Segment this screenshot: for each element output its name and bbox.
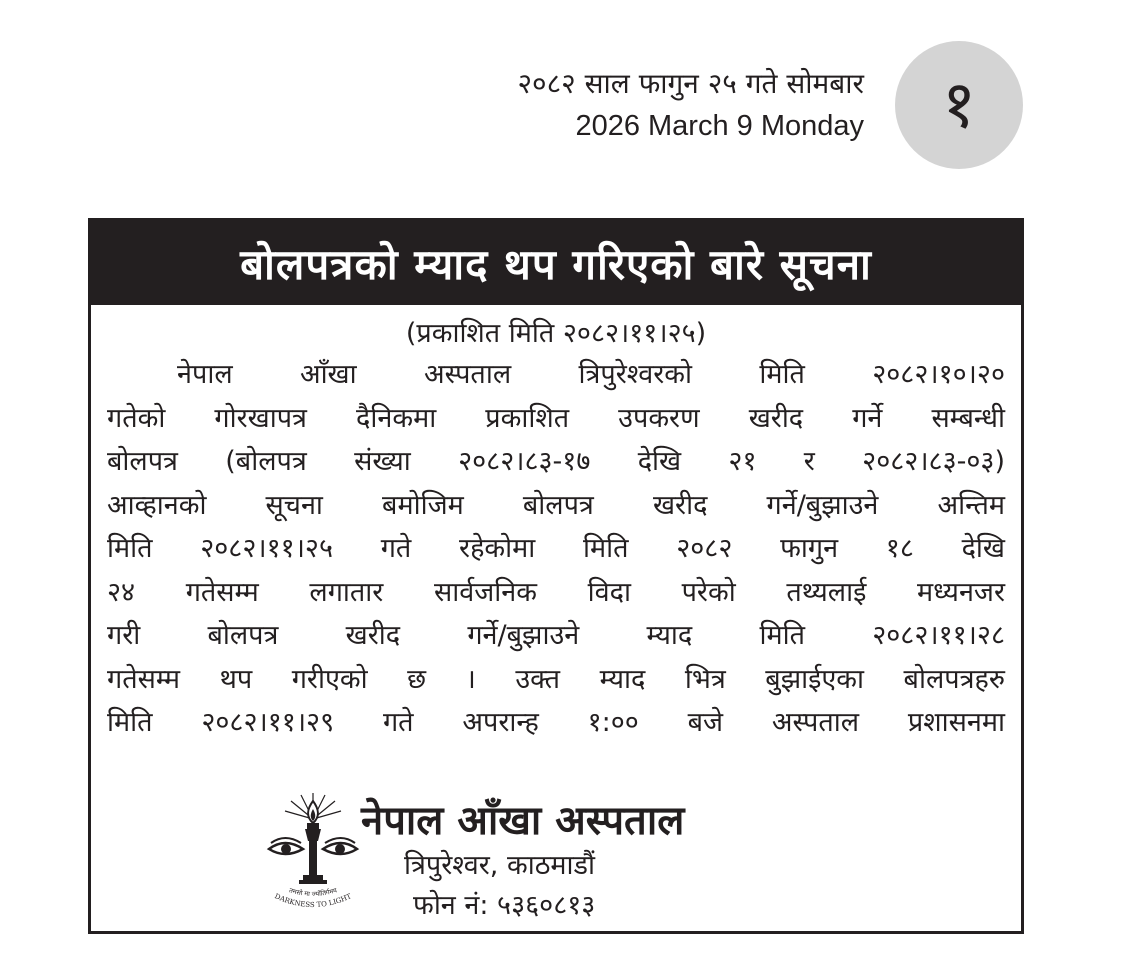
tender-notice [88,218,1024,934]
signature-block [91,789,1021,929]
notice-line: आव्हानको सूचना बमोजिम बोलपत्र खरीद गर्ने/बुझाउने अन्तिम [107,489,1005,521]
notice-line: नेपाल आँखा अस्पताल त्रिपुरेश्वरको मिति २०८२।१०।२० [177,359,1005,390]
page-number-badge [895,41,1023,169]
published-date: (प्रकाशित मिति २०८२।११।२५) [405,318,707,349]
notice-line: गतेको गोरखापत्र दैनिकमा प्रकाशित उपकरण खरीद गर्ने सम्बन्धी [107,402,1005,434]
svg-text:तमसो मा ज्योतिर्गमय: तमसो मा ज्योतिर्गमय [288,886,338,899]
page-number: १ [941,66,977,143]
organization-name: नेपाल आँखा अस्पताल [361,798,685,844]
date-english: 2026 March 9 Monday [575,110,864,142]
organization-address: त्रिपुरेश्वर, काठमाडौं [404,850,595,881]
notice-line: गरी बोलपत्र खरीद गर्ने/बुझाउने म्याद मिति २०८२।११।२८ [107,620,1005,651]
notice-line: २४ गतेसम्म लगातार सार्वजनिक विदा परेको तथ्यलाई मध्यनजर [107,576,1005,608]
publication-date [517,64,864,146]
eye-lamp-logo-icon [263,789,363,913]
notice-body [91,353,1021,745]
notice-header [91,221,1021,305]
notice-line: गतेसम्म थप गरीएको छ । उक्त म्याद भित्र बुझाईएका बोलपत्रहरु [107,663,1005,695]
organization-phone: फोन नं: ५३६०८१३ [413,890,596,921]
svg-text:DARKNESS TO LIGHT: DARKNESS TO LIGHT [273,892,353,910]
notice-line: मिति २०८२।११।२९ गते अपरान्ह १:०० बजे अस्पताल प्रशासनमा [107,707,1005,738]
notice-line: मिति २०८२।११।२५ गते रहेकोमा मिति २०८२ फागुन १८ देखि [107,533,1005,564]
notice-line: बोलपत्र (बोलपत्र संख्या २०८२।८३-१७ देखि २१ र २०८२।८३-०३) [107,446,1005,477]
date-nepali: २०८२ साल फागुन २५ गते सोमबार [517,67,864,100]
notice-title: बोलपत्रको म्याद थप गरिएको बारे सूचना [240,239,872,289]
